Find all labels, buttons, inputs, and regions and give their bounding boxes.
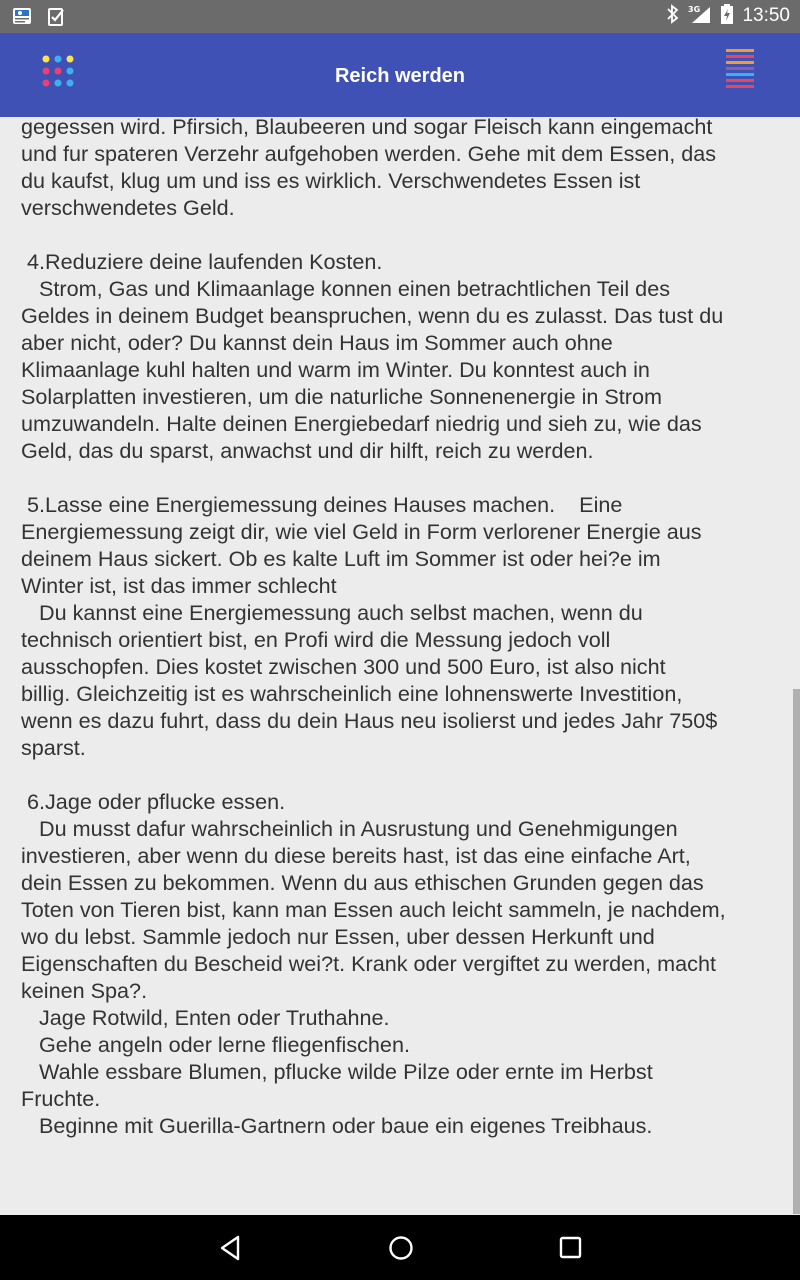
article-line: Geldes in deinem Budget beanspruchen, wenn du es zulasst. Das tust du	[21, 303, 724, 328]
article-line: gegessen wird. Pfirsich, Blaubeeren und sogar Fleisch kann eingemacht	[21, 117, 713, 139]
bluetooth-icon	[666, 4, 680, 29]
status-bar	[0, 0, 800, 33]
striped-menu-icon[interactable]	[726, 49, 756, 91]
article-line: Solarplatten investieren, um die naturliche Sonnenenergie in Strom	[21, 384, 662, 409]
article-line: deinem Haus sickert. Ob es kalte Luft im Sommer ist oder hei?e im	[21, 546, 661, 571]
article-line: umzuwandeln. Halte deinen Energiebedarf niedrig und sieh zu, wie das	[21, 411, 702, 436]
article-scroll-area[interactable]	[0, 117, 800, 1215]
article-line: Gehe angeln oder lerne fliegenfischen.	[21, 1032, 410, 1057]
article-line: Jage Rotwild, Enten oder Truthahne.	[21, 1005, 390, 1030]
article-line: wo du lebst. Sammle jedoch nur Essen, uber dessen Herkunft und	[21, 924, 655, 949]
article-line: Strom, Gas und Klimaanlage konnen einen betrachtlichen Teil des	[21, 276, 671, 301]
article-line	[21, 761, 791, 788]
article-line: ausschopfen. Dies kostet zwischen 300 und 500 Euro, ist also nicht	[21, 654, 666, 679]
article-line: Klimaanlage kuhl halten und warm im Winter. Du konntest auch in	[21, 357, 650, 382]
section-heading: 4.Reduziere deine laufenden Kosten.	[21, 249, 383, 274]
article-line: Fruchte.	[21, 1086, 101, 1111]
notification-icons	[12, 6, 66, 26]
section-heading: 6.Jage oder pflucke essen.	[21, 789, 286, 814]
article-line: Eigenschaften du Bescheid wei?t. Krank oder vergiftet zu werden, macht	[21, 951, 716, 976]
article-line	[21, 464, 791, 491]
article-line: investieren, aber wenn du diese bereits hast, ist das eine einfache Art,	[21, 843, 691, 868]
clock: 13:50	[742, 5, 790, 26]
weather-app-icon	[12, 6, 32, 26]
article-line: technisch orientiert bist, en Profi wird die Messung jedoch voll	[21, 627, 611, 652]
back-icon[interactable]	[216, 1233, 246, 1263]
article-line: billig. Gleichzeitig ist es wahrscheinlich eine lohnenswerte Investition,	[21, 681, 683, 706]
article-line: Winter ist, ist das immer schlecht	[21, 573, 337, 598]
article-line: Toten von Tieren bist, kann man Essen auch leicht sammeln, je nachdem,	[21, 897, 726, 922]
article-line: dein Essen zu bekommen. Wenn du aus ethischen Grunden gegen das	[21, 870, 704, 895]
article-line: sparst.	[21, 735, 86, 760]
article-text	[21, 117, 791, 1139]
recents-icon[interactable]	[556, 1233, 586, 1263]
article-line: wenn es dazu fuhrt, dass du dein Haus neu isolierst und jedes Jahr 750$	[21, 708, 718, 733]
signal-3g-icon	[688, 4, 712, 29]
battery-icon	[720, 4, 734, 29]
article-line: keinen Spa?.	[21, 978, 148, 1003]
article-line: aber nicht, oder? Du kannst dein Haus im Sommer auch ohne	[21, 330, 613, 355]
system-icons	[666, 5, 790, 27]
app-bar	[0, 33, 800, 117]
clipboard-check-icon	[46, 6, 66, 26]
section-heading: 5.Lasse eine Energiemessung deines Hauses machen. Eine	[21, 492, 623, 517]
article-line: Du musst dafur wahrscheinlich in Ausrustung und Genehmigungen	[21, 816, 678, 841]
article-line: und fur spateren Verzehr aufgehoben werden. Gehe mit dem Essen, das	[21, 141, 717, 166]
scrollbar-thumb[interactable]	[793, 689, 800, 1214]
page-title: Reich werden	[334, 65, 466, 87]
article-line: du kaufst, klug um und iss es wirklich. Verschwendetes Essen ist	[21, 168, 641, 193]
article-line: Wahle essbare Blumen, pflucke wilde Pilze oder ernte im Herbst	[21, 1059, 653, 1084]
article-line: Energiemessung zeigt dir, wie viel Geld in Form verlorener Energie aus	[21, 519, 702, 544]
home-icon[interactable]	[386, 1233, 416, 1263]
article-line: Du kannst eine Energiemessung auch selbst machen, wenn du	[21, 600, 643, 625]
article-line: Geld, das du sparst, anwachst und dir hilft, reich zu werden.	[21, 438, 594, 463]
article-line: Beginne mit Guerilla-Gartnern oder baue ein eigenes Treibhaus.	[21, 1113, 653, 1138]
network-type-label: 3G	[688, 4, 701, 14]
article-line	[21, 221, 791, 248]
navigation-bar	[0, 1215, 800, 1280]
article-line: verschwendetes Geld.	[21, 195, 235, 220]
